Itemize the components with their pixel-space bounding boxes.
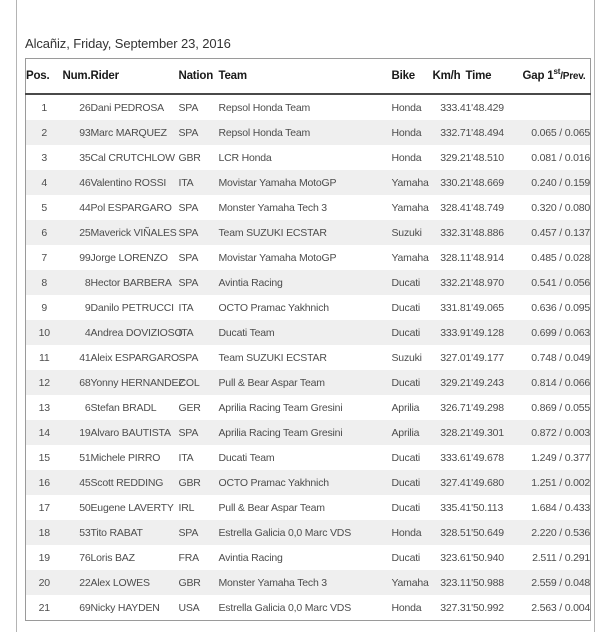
gap-header-superscript: st xyxy=(553,67,561,77)
table-row xyxy=(26,220,591,245)
cell-number: 6 xyxy=(84,401,91,414)
cell-number: 93 xyxy=(79,126,91,139)
cell-kmh: 333.9 xyxy=(440,326,466,339)
cell-kmh: 327.4 xyxy=(440,476,466,489)
cell-number: 44 xyxy=(79,201,91,214)
table-row xyxy=(26,320,591,345)
cell-position: 15 xyxy=(38,451,50,464)
cell-gap: 0.748 / 0.049 xyxy=(531,351,590,364)
cell-team: Movistar Yamaha MotoGP xyxy=(218,251,337,264)
table-row xyxy=(26,495,591,520)
cell-nation: SPA xyxy=(178,276,199,289)
cell-team: Avintia Racing xyxy=(218,551,283,564)
table-row xyxy=(26,370,591,395)
cell-number: 19 xyxy=(79,426,91,439)
cell-gap: 0.240 / 0.159 xyxy=(531,176,590,189)
cell-team: Aprilia Racing Team Gresini xyxy=(218,401,343,414)
cell-time: 1'49.128 xyxy=(465,326,504,339)
cell-nation: GBR xyxy=(178,151,201,164)
cell-bike: Honda xyxy=(391,101,422,114)
table-row xyxy=(26,545,591,570)
cell-bike: Yamaha xyxy=(391,576,429,589)
cell-rider: Jorge LORENZO xyxy=(90,251,168,264)
cell-nation: USA xyxy=(178,601,200,614)
cell-number: 9 xyxy=(84,301,91,314)
cell-team: Estrella Galicia 0,0 Marc VDS xyxy=(218,526,351,539)
cell-kmh: 328.1 xyxy=(440,251,466,264)
cell-team: Team SUZUKI ECSTAR xyxy=(218,351,327,364)
cell-number: 46 xyxy=(79,176,91,189)
cell-time: 1'50.649 xyxy=(465,526,504,539)
table-row xyxy=(26,270,591,295)
cell-rider: Pol ESPARGARO xyxy=(90,201,172,214)
cell-time: 1'48.494 xyxy=(465,126,504,139)
cell-position: 4 xyxy=(41,176,48,189)
cell-bike: Aprilia xyxy=(391,401,420,414)
table-row xyxy=(26,570,591,595)
cell-rider: Valentino ROSSI xyxy=(90,176,167,189)
cell-rider: Cal CRUTCHLOW xyxy=(90,151,175,164)
cell-kmh: 329.2 xyxy=(440,151,466,164)
cell-kmh: 328.2 xyxy=(440,426,466,439)
cell-team: OCTO Pramac Yakhnich xyxy=(218,301,329,314)
cell-number: 25 xyxy=(79,226,91,239)
cell-time: 1'48.914 xyxy=(465,251,504,264)
cell-gap: 2.559 / 0.048 xyxy=(531,576,590,589)
cell-position: 3 xyxy=(41,151,48,164)
cell-gap: 0.320 / 0.080 xyxy=(531,201,590,214)
cell-gap: 0.485 / 0.028 xyxy=(531,251,590,264)
cell-gap: 2.563 / 0.004 xyxy=(531,601,590,614)
cell-time: 1'49.243 xyxy=(465,376,504,389)
cell-number: 45 xyxy=(79,476,91,489)
gap-header-suffix: /Prev. xyxy=(560,71,586,82)
cell-gap: 0.814 / 0.066 xyxy=(531,376,590,389)
cell-rider: Scott REDDING xyxy=(90,476,164,489)
cell-number: 51 xyxy=(79,451,91,464)
cell-nation: SPA xyxy=(178,526,199,539)
cell-nation: GER xyxy=(178,401,201,414)
cell-gap: 0.869 / 0.055 xyxy=(531,401,590,414)
cell-time: 1'49.678 xyxy=(465,451,504,464)
cell-team: Pull & Bear Aspar Team xyxy=(218,376,325,389)
cell-kmh: 332.7 xyxy=(440,126,466,139)
table-row xyxy=(26,295,591,320)
cell-bike: Yamaha xyxy=(391,201,429,214)
cell-bike: Honda xyxy=(391,601,422,614)
cell-bike: Yamaha xyxy=(391,176,429,189)
cell-position: 9 xyxy=(41,301,48,314)
cell-gap: 0.872 / 0.003 xyxy=(531,426,590,439)
cell-gap: 0.081 / 0.016 xyxy=(531,151,590,164)
cell-nation: COL xyxy=(178,376,200,389)
col-header-gap xyxy=(523,59,591,95)
cell-nation: IRL xyxy=(178,501,195,514)
cell-bike: Ducati xyxy=(391,326,421,339)
cell-kmh: 330.2 xyxy=(440,176,466,189)
cell-rider: Alex LOWES xyxy=(90,576,150,589)
cell-position: 5 xyxy=(41,201,48,214)
cell-rider: Danilo PETRUCCI xyxy=(90,301,174,314)
cell-nation: SPA xyxy=(178,126,199,139)
cell-kmh: 332.3 xyxy=(440,226,466,239)
cell-kmh: 327.0 xyxy=(440,351,466,364)
cell-bike: Yamaha xyxy=(391,251,429,264)
cell-gap: 0.065 / 0.065 xyxy=(531,126,590,139)
cell-bike: Ducati xyxy=(391,476,421,489)
cell-kmh: 326.7 xyxy=(440,401,466,414)
cell-position: 16 xyxy=(38,476,50,489)
cell-time: 1'48.749 xyxy=(465,201,504,214)
cell-position: 20 xyxy=(38,576,50,589)
cell-time: 1'48.669 xyxy=(465,176,504,189)
results-body xyxy=(26,94,591,621)
cell-time: 1'49.065 xyxy=(465,301,504,314)
cell-team: Aprilia Racing Team Gresini xyxy=(218,426,343,439)
cell-rider: Marc MARQUEZ xyxy=(90,126,167,139)
cell-time: 1'50.992 xyxy=(465,601,504,614)
cell-nation: SPA xyxy=(178,426,199,439)
cell-team: Movistar Yamaha MotoGP xyxy=(218,176,337,189)
cell-team: LCR Honda xyxy=(218,151,272,164)
cell-kmh: 333.4 xyxy=(440,101,466,114)
cell-bike: Ducati xyxy=(391,551,421,564)
cell-kmh: 332.2 xyxy=(440,276,466,289)
cell-number: 26 xyxy=(79,101,91,114)
cell-kmh: 323.1 xyxy=(440,576,466,589)
cell-nation: ITA xyxy=(178,176,194,189)
cell-team: Ducati Team xyxy=(218,451,275,464)
header-row xyxy=(26,59,591,95)
cell-gap xyxy=(523,94,591,120)
cell-number: 68 xyxy=(79,376,91,389)
cell-team: Estrella Galicia 0,0 Marc VDS xyxy=(218,601,351,614)
table-row xyxy=(26,145,591,170)
cell-rider: Hector BARBERA xyxy=(90,276,172,289)
cell-team: Monster Yamaha Tech 3 xyxy=(218,576,327,589)
table-row xyxy=(26,345,591,370)
cell-position: 17 xyxy=(38,501,50,514)
cell-number: 35 xyxy=(79,151,91,164)
col-header-rider: Rider xyxy=(91,59,179,95)
cell-nation: SPA xyxy=(178,226,199,239)
cell-bike: Aprilia xyxy=(391,426,420,439)
table-row xyxy=(26,170,591,195)
cell-number: 76 xyxy=(79,551,91,564)
cell-nation: ITA xyxy=(178,451,194,464)
cell-nation: GBR xyxy=(178,576,201,589)
cell-rider: Dani PEDROSA xyxy=(90,101,164,114)
cell-number: 8 xyxy=(84,276,91,289)
cell-team: Ducati Team xyxy=(218,326,275,339)
cell-position: 6 xyxy=(41,226,48,239)
cell-number: 50 xyxy=(79,501,91,514)
col-header-team: Team xyxy=(219,59,392,95)
cell-kmh: 328.5 xyxy=(440,526,466,539)
cell-team: Pull & Bear Aspar Team xyxy=(218,501,325,514)
cell-rider: Andrea DOVIZIOSO xyxy=(90,326,183,339)
cell-number: 41 xyxy=(79,351,91,364)
cell-position: 7 xyxy=(41,251,48,264)
cell-bike: Honda xyxy=(391,526,422,539)
cell-nation: FRA xyxy=(178,551,199,564)
cell-rider: Alvaro BAUTISTA xyxy=(90,426,171,439)
cell-gap: 2.511 / 0.291 xyxy=(532,551,590,564)
cell-nation: SPA xyxy=(178,101,199,114)
cell-gap: 2.220 / 0.536 xyxy=(531,526,590,539)
cell-rider: Stefan BRADL xyxy=(90,401,157,414)
cell-team: Repsol Honda Team xyxy=(218,101,311,114)
cell-nation: GBR xyxy=(178,476,201,489)
cell-nation: SPA xyxy=(178,351,199,364)
cell-position: 12 xyxy=(38,376,50,389)
cell-gap: 0.541 / 0.056 xyxy=(531,276,590,289)
cell-gap: 0.457 / 0.137 xyxy=(531,226,590,239)
cell-kmh: 323.6 xyxy=(440,551,466,564)
cell-bike: Ducati xyxy=(391,501,421,514)
col-header-num: Num. xyxy=(63,59,91,95)
cell-position: 2 xyxy=(41,126,48,139)
table-row xyxy=(26,445,591,470)
cell-number: 4 xyxy=(84,326,91,339)
cell-bike: Honda xyxy=(391,126,422,139)
cell-number: 69 xyxy=(79,601,91,614)
cell-rider: Michele PIRRO xyxy=(90,451,161,464)
cell-position: 18 xyxy=(38,526,50,539)
cell-team: Monster Yamaha Tech 3 xyxy=(218,201,327,214)
col-header-nation: Nation xyxy=(179,59,219,95)
results-table xyxy=(25,58,591,621)
cell-time: 1'48.970 xyxy=(465,276,504,289)
cell-kmh: 329.2 xyxy=(440,376,466,389)
session-date-heading: Alcañiz, Friday, September 23, 2016 xyxy=(25,36,231,51)
cell-nation: ITA xyxy=(178,301,194,314)
cell-rider: Loris BAZ xyxy=(90,551,135,564)
cell-position: 21 xyxy=(38,601,50,614)
cell-bike: Ducati xyxy=(391,301,421,314)
cell-time: 1'50.940 xyxy=(465,551,504,564)
cell-bike: Suzuki xyxy=(391,351,422,364)
cell-rider: Eugene LAVERTY xyxy=(90,501,174,514)
cell-team: OCTO Pramac Yakhnich xyxy=(218,476,329,489)
cell-position: 13 xyxy=(38,401,50,414)
cell-gap: 1.249 / 0.377 xyxy=(531,451,590,464)
cell-number: 22 xyxy=(79,576,91,589)
page-frame-left-line xyxy=(16,0,17,632)
cell-team: Team SUZUKI ECSTAR xyxy=(218,226,327,239)
cell-position: 19 xyxy=(38,551,50,564)
cell-bike: Ducati xyxy=(391,376,421,389)
cell-gap: 0.699 / 0.063 xyxy=(531,326,590,339)
cell-rider: Aleix ESPARGARO xyxy=(90,351,179,364)
cell-gap: 0.636 / 0.095 xyxy=(531,301,590,314)
cell-bike: Suzuki xyxy=(391,226,422,239)
cell-nation: SPA xyxy=(178,251,199,264)
col-header-time: Time xyxy=(466,59,523,95)
table-row xyxy=(26,520,591,545)
cell-team: Repsol Honda Team xyxy=(218,126,311,139)
cell-kmh: 333.6 xyxy=(440,451,466,464)
cell-rider: Nicky HAYDEN xyxy=(90,601,160,614)
cell-time: 1'48.886 xyxy=(465,226,504,239)
cell-time: 1'50.988 xyxy=(465,576,504,589)
cell-kmh: 327.3 xyxy=(440,601,466,614)
col-header-kmh: Km/h xyxy=(433,59,466,95)
cell-team: Avintia Racing xyxy=(218,276,283,289)
table-row xyxy=(26,94,591,120)
page-frame-right-line xyxy=(594,0,595,632)
cell-gap: 1.684 / 0.433 xyxy=(531,501,590,514)
cell-kmh: 331.8 xyxy=(440,301,466,314)
cell-position: 11 xyxy=(39,351,50,364)
cell-time: 1'48.510 xyxy=(465,151,504,164)
cell-rider: Yonny HERNANDEZ xyxy=(90,376,185,389)
cell-position: 8 xyxy=(41,276,48,289)
cell-rider: Tito RABAT xyxy=(90,526,143,539)
cell-kmh: 335.4 xyxy=(440,501,466,514)
table-row xyxy=(26,120,591,145)
gap-header-text: Gap 1 xyxy=(522,70,554,82)
cell-time: 1'48.429 xyxy=(465,101,504,114)
table-row xyxy=(26,470,591,495)
cell-time: 1'49.301 xyxy=(465,426,504,439)
cell-nation: ITA xyxy=(178,326,194,339)
cell-time: 1'49.680 xyxy=(465,476,504,489)
col-header-pos: Pos. xyxy=(26,59,63,95)
cell-bike: Ducati xyxy=(391,276,421,289)
cell-bike: Honda xyxy=(391,151,422,164)
cell-position: 14 xyxy=(38,426,50,439)
cell-number: 53 xyxy=(79,526,91,539)
table-row xyxy=(26,245,591,270)
table-row xyxy=(26,195,591,220)
cell-position: 1 xyxy=(41,101,48,114)
cell-time: 1'50.113 xyxy=(465,501,504,514)
cell-time: 1'49.298 xyxy=(465,401,504,414)
cell-bike: Ducati xyxy=(391,451,421,464)
cell-rider: Maverick VIÑALES xyxy=(90,226,177,239)
table-row xyxy=(26,420,591,445)
cell-gap: 1.251 / 0.002 xyxy=(531,476,590,489)
cell-kmh: 328.4 xyxy=(440,201,466,214)
cell-number: 99 xyxy=(79,251,91,264)
cell-nation: SPA xyxy=(178,201,199,214)
table-row xyxy=(26,595,591,621)
cell-position: 10 xyxy=(38,326,50,339)
table-row xyxy=(26,395,591,420)
cell-time: 1'49.177 xyxy=(465,351,504,364)
col-header-bike: Bike xyxy=(392,59,433,95)
